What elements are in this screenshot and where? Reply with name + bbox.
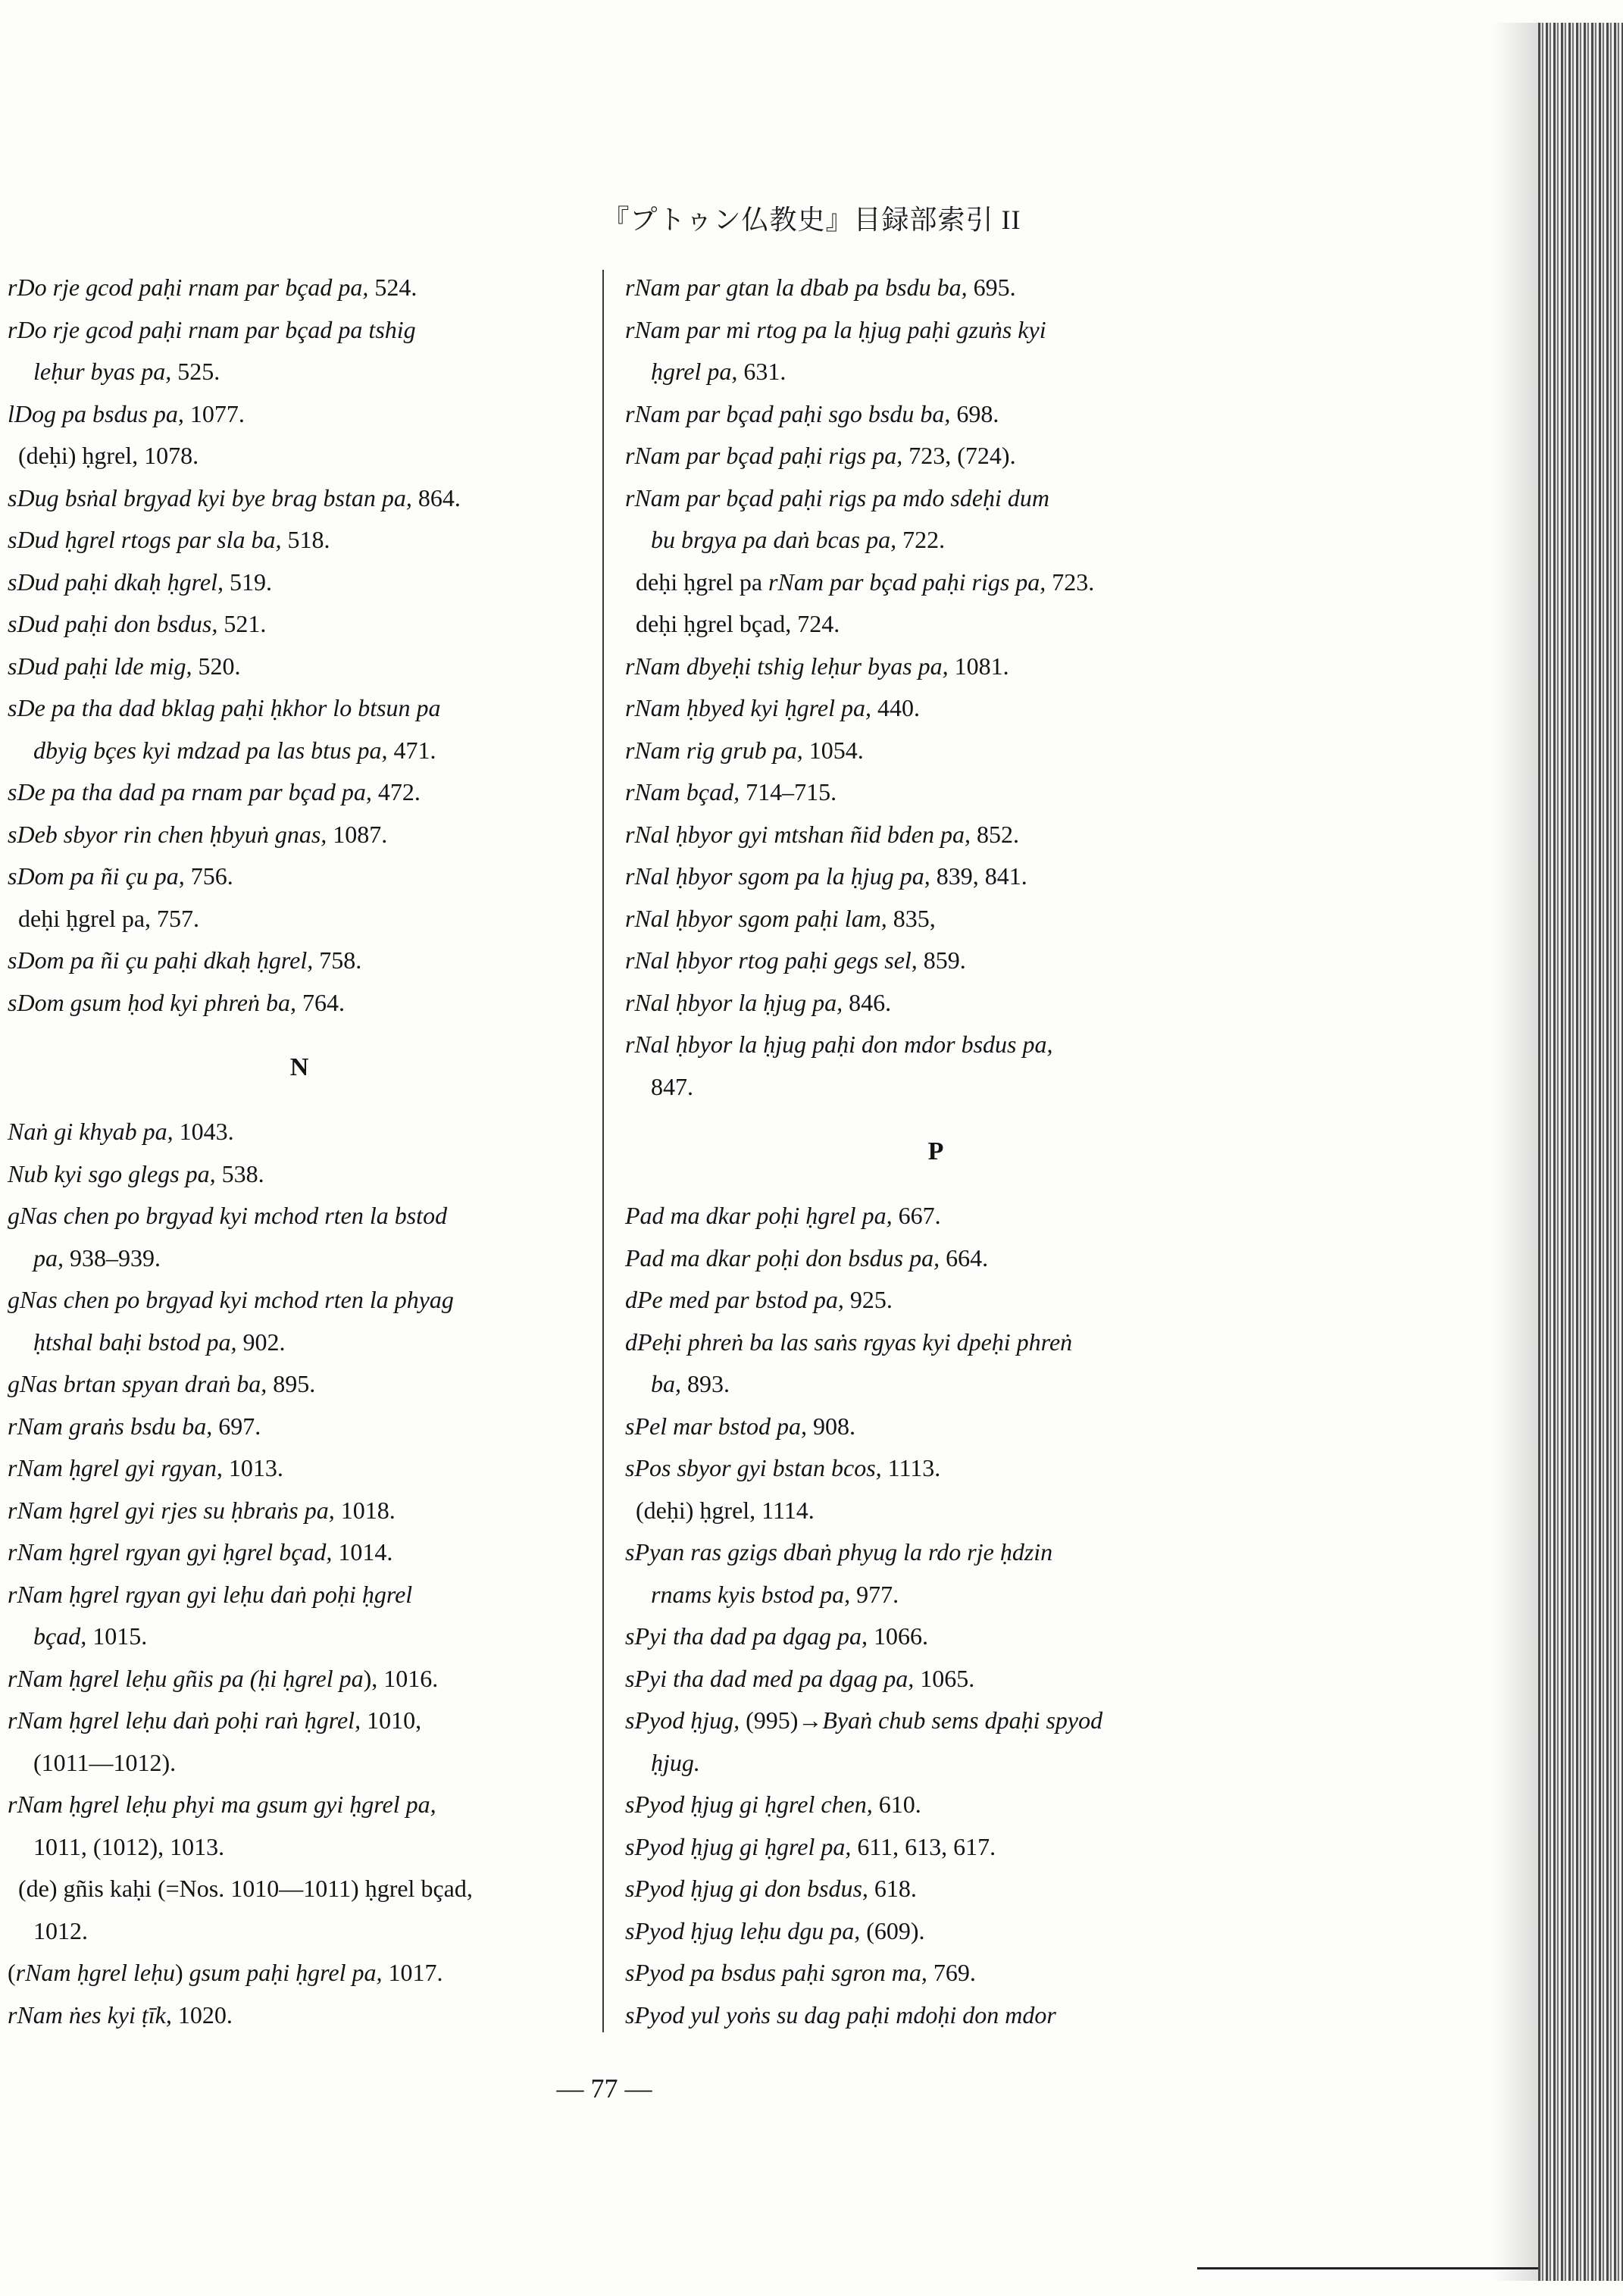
entry-reference: 852. (976, 820, 1019, 848)
index-entry (625, 730, 1246, 772)
entry-reference: 440. (877, 694, 920, 721)
index-entry (625, 982, 1246, 1024)
index-entry (8, 519, 591, 561)
index-entry (625, 1322, 1246, 1364)
entry-title: bçad, (33, 1622, 93, 1650)
section-letter: N (289, 1053, 309, 1081)
index-entry (625, 814, 1246, 856)
entry-reference: 1010, (367, 1706, 422, 1734)
index-entry (8, 1574, 591, 1616)
index-entry (625, 1910, 1246, 1953)
entry-title: rDo rje gcod paḥi rnam par bçad pa, (8, 274, 375, 301)
entry-reference: 472. (377, 778, 421, 805)
entry-reference: 518. (287, 526, 330, 553)
index-entry-continuation (8, 351, 591, 393)
entry-reference: 839, 841. (936, 862, 1027, 890)
entry-reference: 977. (856, 1580, 899, 1608)
entry-title: gNas chen po brgyad kyi mchod rten la phyag (8, 1286, 454, 1313)
entry-title: sPyod ḥjug gi don bsdus, (625, 1875, 874, 1902)
entry-reference: 902. (242, 1328, 286, 1356)
index-entry (8, 940, 591, 982)
entry-reference: 722. (902, 526, 946, 553)
entry-reference: 664. (946, 1243, 989, 1272)
entry-reference: 756. (190, 862, 233, 890)
index-entry-continuation (8, 730, 591, 772)
entry-reference: 525. (177, 358, 220, 385)
entry-reference: 698. (956, 399, 999, 427)
entry-title: sPel mar bstod pa, (625, 1412, 813, 1440)
entry-reference: (de) gñis kaḥi (=Nos. 1010—1011) ḥgrel bçad, (18, 1875, 473, 1902)
entry-reference: 1065. (920, 1664, 975, 1692)
index-entry (625, 1237, 1246, 1280)
entry-reference: 1017. (388, 1959, 443, 1986)
index-entry (8, 1195, 591, 1237)
entry-title: rNam ḥgrel leḥu phyi ma gsum gyi ḥgrel pa, (8, 1791, 436, 1818)
entry-title: rNam par bçad paḥi sgo bsdu ba, (625, 399, 957, 427)
scan-bottom-line (1197, 2267, 1538, 2269)
index-entry-continuation (625, 519, 1246, 561)
entry-reference: 471. (393, 736, 436, 764)
page-number: — 77 — (556, 2073, 652, 2104)
entry-title: rNam dbyeḥi tshig leḥur byas pa, (625, 652, 955, 680)
index-entry (8, 814, 591, 856)
entry-title: sPyan ras gzigs dbaṅ phyug la rdo rje ḥdzin (625, 1538, 1053, 1566)
index-entry (625, 393, 1246, 436)
index-entry (625, 477, 1246, 520)
index-column-right (625, 267, 1246, 2036)
entry-title: rNam ḥgrel leḥu daṅ poḥi raṅ ḥgrel, (8, 1706, 367, 1734)
entry-reference: 697. (218, 1412, 261, 1440)
entry-title: rNam ḥgrel gyi rgyan, (8, 1454, 229, 1481)
entry-reference: deḥi ḥgrel pa, 757. (18, 904, 200, 932)
entry-reference: 611, 613, 617. (857, 1832, 996, 1860)
entry-title: sPyi tha dad pa dgag pa, (625, 1622, 874, 1650)
index-entry (625, 1868, 1246, 1910)
entry-title: rNam par gtan la dbab pa bsdu ba, (625, 274, 974, 301)
entry-title: sDe pa tha dad pa rnam par bçad pa, (8, 778, 378, 805)
entry-title: sDe pa tha dad bklag paḥi ḥkhor lo btsun pa (8, 694, 441, 721)
entry-reference: 538. (221, 1159, 264, 1187)
entry-title: Naṅ gi khyab pa, (8, 1118, 180, 1145)
entry-title: gNas brtan spyan draṅ ba, (8, 1370, 274, 1397)
entry-title: rNam ṅes kyi ṭīk, (8, 2000, 178, 2029)
index-entry (8, 477, 591, 520)
entry-reference: 723, (724). (908, 442, 1016, 469)
entry-title: sPyod ḥjug leḥu dgu pa, (625, 1916, 867, 1944)
index-entry (8, 1784, 591, 1826)
entry-title: rNal ḥbyor la ḥjug pa, (625, 988, 849, 1016)
column-divider (602, 270, 604, 2032)
entry-title: ḥgrel pa, (651, 358, 744, 385)
entry-reference: deḥi ḥgrel pa (636, 568, 769, 596)
entry-title: Pad ma dkar poḥi ḥgrel pa, (625, 1202, 899, 1229)
index-entry (625, 435, 1246, 477)
entry-reference: 1015. (92, 1622, 148, 1650)
entry-reference: 1066. (873, 1622, 928, 1650)
index-entry (625, 898, 1246, 940)
entry-title: rNam ḥgrel leḥu (15, 1959, 176, 1986)
entry-reference: 1011, (1012), 1013. (33, 1832, 225, 1860)
entry-reference: 846. (849, 988, 892, 1016)
entry-title: rNal ḥbyor gyi mtshan ñid bden pa, (625, 820, 977, 848)
entry-title: rNam rig grub pa, (625, 736, 809, 764)
entry-reference: 1077. (189, 399, 245, 427)
entry-reference: 1012. (33, 1916, 88, 1944)
entry-reference: 1043. (179, 1118, 234, 1145)
index-entry (8, 393, 591, 436)
index-entry (625, 1531, 1246, 1574)
entry-title: dbyig bçes kyi mdzad pa las btus pa, (33, 736, 394, 764)
entry-reference: 520. (198, 652, 241, 680)
index-entry-continuation (8, 1616, 591, 1658)
entry-title: bu brgya pa daṅ bcas pa, (651, 526, 903, 553)
entry-title: ḥi ḥgrel pa (258, 1664, 364, 1692)
index-entry (8, 1447, 591, 1490)
entry-reference: 667. (898, 1202, 941, 1229)
index-subentry (625, 561, 1246, 604)
entry-title: sDom pa ñi çu paḥi dkaḥ ḥgrel, (8, 946, 320, 974)
index-entry (8, 1700, 591, 1742)
entry-title: leḥur byas pa, (33, 358, 178, 385)
index-entry (8, 1363, 591, 1406)
entry-reference: 631. (743, 358, 786, 385)
index-entry (625, 1406, 1246, 1448)
entry-reference: ( (8, 1959, 16, 1986)
index-entry-continuation (8, 1742, 591, 1785)
entry-reference: (609). (866, 1916, 925, 1944)
index-entry-continuation (8, 1826, 591, 1869)
entry-title: sPyod ḥjug, (625, 1706, 746, 1734)
entry-title: ḥjug. (651, 1748, 700, 1776)
index-entry (8, 267, 591, 309)
index-entry (625, 1024, 1246, 1066)
entry-reference: (995)→ (746, 1706, 823, 1734)
entry-title: rNam par bçad paḥi rigs pa, (625, 442, 909, 469)
entry-title: sDud paḥi lde mig, (8, 652, 199, 680)
entry-title: rNam ḥgrel rgyan gyi ḥgrel bçad, (8, 1538, 339, 1566)
index-entry-continuation (625, 1363, 1246, 1406)
entry-reference: 1054. (808, 736, 864, 764)
index-entry (625, 1195, 1246, 1237)
entry-title: rNal ḥbyor sgom pa la ḥjug pa, (625, 862, 937, 890)
entry-reference: 695. (973, 274, 1016, 301)
index-entry (625, 940, 1246, 982)
entry-title: rNam par bçad paḥi rigs pa, (768, 568, 1052, 596)
entry-reference: (deḥi) ḥgrel, 1078. (18, 442, 199, 469)
running-header: 『プトゥン仏教史』目録部索引 II (602, 205, 1021, 235)
index-subentry (8, 1868, 591, 1910)
index-entry (625, 267, 1246, 309)
entry-title: rNal ḥbyor rtog paḥi gegs sel, (625, 946, 924, 974)
index-entry (8, 1994, 591, 2037)
entry-reference: 524. (374, 274, 417, 301)
entry-title: rNal ḥbyor sgom paḥi lam, (625, 904, 893, 932)
entry-title: sDom pa ñi çu pa, (8, 862, 191, 890)
entry-title: sDud paḥi dkaḥ ḥgrel, (8, 568, 230, 596)
entry-reference: 610. (878, 1791, 921, 1818)
index-entry (625, 646, 1246, 688)
index-entry (8, 1153, 591, 1196)
entry-title: sDud paḥi don bsdus, (8, 610, 224, 637)
index-entry (625, 856, 1246, 898)
entry-title: rNam ḥgrel rgyan gyi leḥu daṅ poḥi ḥgrel (8, 1580, 413, 1608)
index-entry (8, 982, 591, 1024)
index-entry (625, 309, 1246, 352)
entry-title: dPeḥi phreṅ ba las saṅs rgyas kyi dpeḥi phreṅ (625, 1328, 1073, 1356)
section-letter: P (927, 1137, 944, 1165)
entry-reference: (deḥi) ḥgrel, 1114. (636, 1496, 815, 1524)
entry-title: gNas chen po brgyad kyi mchod rten la bstod (8, 1202, 448, 1229)
scan-edge (1538, 23, 1623, 2281)
entry-reference: 764. (302, 988, 345, 1016)
entry-title: sDom gsum ḥod kyi phreṅ ba, (8, 988, 302, 1016)
entry-title: rnams kyis bstod pa, (651, 1580, 857, 1608)
index-entry (8, 856, 591, 898)
entry-reference: 1081. (954, 652, 1009, 680)
index-entry-continuation (8, 1237, 591, 1280)
entry-reference: 1087. (333, 820, 388, 848)
index-subentry (625, 603, 1246, 646)
index-entry (625, 1279, 1246, 1322)
entry-title: rNam graṅs bsdu ba, (8, 1412, 219, 1440)
entry-reference: 521. (224, 610, 267, 637)
index-entry (625, 1994, 1246, 2037)
entry-reference: 938–939. (70, 1243, 161, 1272)
entry-reference: 1020. (177, 2000, 233, 2029)
index-entry (8, 771, 591, 814)
entry-title: ba, (651, 1370, 687, 1397)
index-entry (625, 1616, 1246, 1658)
entry-title: rNam par bçad paḥi rigs pa mdo sdeḥi dum (625, 483, 1050, 511)
entry-title: rNal ḥbyor la ḥjug paḥi don mdor bsdus pa, (625, 1031, 1053, 1058)
entry-reference: 895. (273, 1370, 316, 1397)
index-entry (8, 561, 591, 604)
entry-reference: (1011—1012). (33, 1748, 177, 1776)
index-entry (625, 1447, 1246, 1490)
entry-title: sDud ḥgrel rtogs par sla ba, (8, 526, 288, 553)
entry-reference: 1113. (887, 1454, 941, 1481)
entry-reference: 835, (893, 904, 936, 932)
entry-title: Pad ma dkar poḥi don bsdus pa, (625, 1243, 946, 1272)
entry-title: Nub kyi sgo glegs pa, (8, 1159, 222, 1187)
index-entry-continuation (8, 1322, 591, 1364)
entry-reference: ), 1016. (363, 1664, 439, 1692)
entry-reference: 893. (687, 1370, 730, 1397)
entry-title: sDug bsṅal brgyad kyi bye brag bstan pa, (8, 483, 418, 511)
index-entry (8, 1658, 591, 1700)
index-entry (8, 646, 591, 688)
index-entry (625, 1784, 1246, 1826)
entry-title: sPyi tha dad med pa dgag pa, (625, 1664, 921, 1692)
index-entry (8, 309, 591, 352)
index-entry-continuation (8, 1910, 591, 1953)
entry-title: sPyod pa bsdus paḥi sgron ma, (625, 1959, 933, 1986)
entry-title: sPos sbyor gyi bstan bcos, (625, 1454, 888, 1481)
entry-title: rNam bçad, (625, 778, 746, 805)
index-subentry (8, 435, 591, 477)
entry-title: sPyod yul yoṅs su dag paḥi mdoḥi don mdor (625, 2000, 1056, 2029)
index-entry-continuation (625, 1066, 1246, 1109)
entry-title: sPyod ḥjug gi ḥgrel pa, (625, 1832, 858, 1860)
index-entry (8, 687, 591, 730)
entry-reference: 758. (319, 946, 362, 974)
entry-reference: 723. (1052, 568, 1095, 596)
entry-title: Byaṅ chub sems dpaḥi spyod (822, 1706, 1103, 1734)
index-entry (8, 603, 591, 646)
index-subentry (625, 1490, 1246, 1532)
entry-reference: 847. (651, 1072, 693, 1100)
entry-title: gsum paḥi ḥgrel pa, (189, 1959, 389, 1986)
entry-title: ḥtshal baḥi bstod pa, (33, 1328, 243, 1356)
entry-reference: 925. (849, 1286, 893, 1313)
entry-reference: 1013. (228, 1454, 283, 1481)
entry-reference: 1014. (338, 1538, 393, 1566)
entry-title: sPyod ḥjug gi ḥgrel chen, (625, 1791, 879, 1818)
index-entry (8, 1490, 591, 1532)
entry-reference: 714–715. (746, 778, 837, 805)
index-entry-continuation (625, 1574, 1246, 1616)
entry-title: pa, (33, 1243, 70, 1272)
index-entry (8, 1406, 591, 1448)
entry-reference: 908. (813, 1412, 855, 1440)
entry-title: sDeb sbyor rin chen ḥbyuṅ gnas, (8, 820, 333, 848)
index-entry-continuation (625, 1742, 1246, 1785)
entry-reference: 519. (230, 568, 273, 596)
entry-reference: deḥi ḥgrel bçad, 724. (636, 610, 840, 637)
entry-title: rNam ḥgrel leḥu gñis pa ( (8, 1664, 258, 1692)
index-entry-continuation (625, 351, 1246, 393)
index-subentry (8, 898, 591, 940)
index-entry (8, 1531, 591, 1574)
entry-title: rNam ḥbyed kyi ḥgrel pa, (625, 694, 877, 721)
index-entry (625, 771, 1246, 814)
entry-reference: 859. (923, 946, 966, 974)
index-column-left (8, 267, 591, 2036)
entry-reference: 1018. (340, 1496, 396, 1524)
index-entry (625, 1700, 1246, 1742)
entry-title: rDo rje gcod paḥi rnam par bçad pa tshig (8, 315, 416, 343)
index-entry (625, 1952, 1246, 1994)
index-entry (625, 1826, 1246, 1869)
entry-reference: ) (175, 1959, 189, 1986)
entry-title: rNam par mi rtog pa la ḥjug paḥi gzuṅs kyi (625, 315, 1046, 343)
entry-reference: 864. (417, 483, 461, 511)
entry-title: rNam ḥgrel gyi rjes su ḥbraṅs pa, (8, 1496, 341, 1524)
entry-reference: 618. (874, 1875, 917, 1902)
index-entry (8, 1279, 591, 1322)
entry-reference: 769. (933, 1959, 976, 1986)
scan-edge-shadow (1493, 23, 1538, 2281)
entry-title: dPe med par bstod pa, (625, 1286, 850, 1313)
entry-title: lDog pa bsdus pa, (8, 399, 190, 427)
index-entry (8, 1952, 591, 1994)
index-entry (8, 1111, 591, 1153)
index-entry (625, 687, 1246, 730)
index-entry (625, 1658, 1246, 1700)
